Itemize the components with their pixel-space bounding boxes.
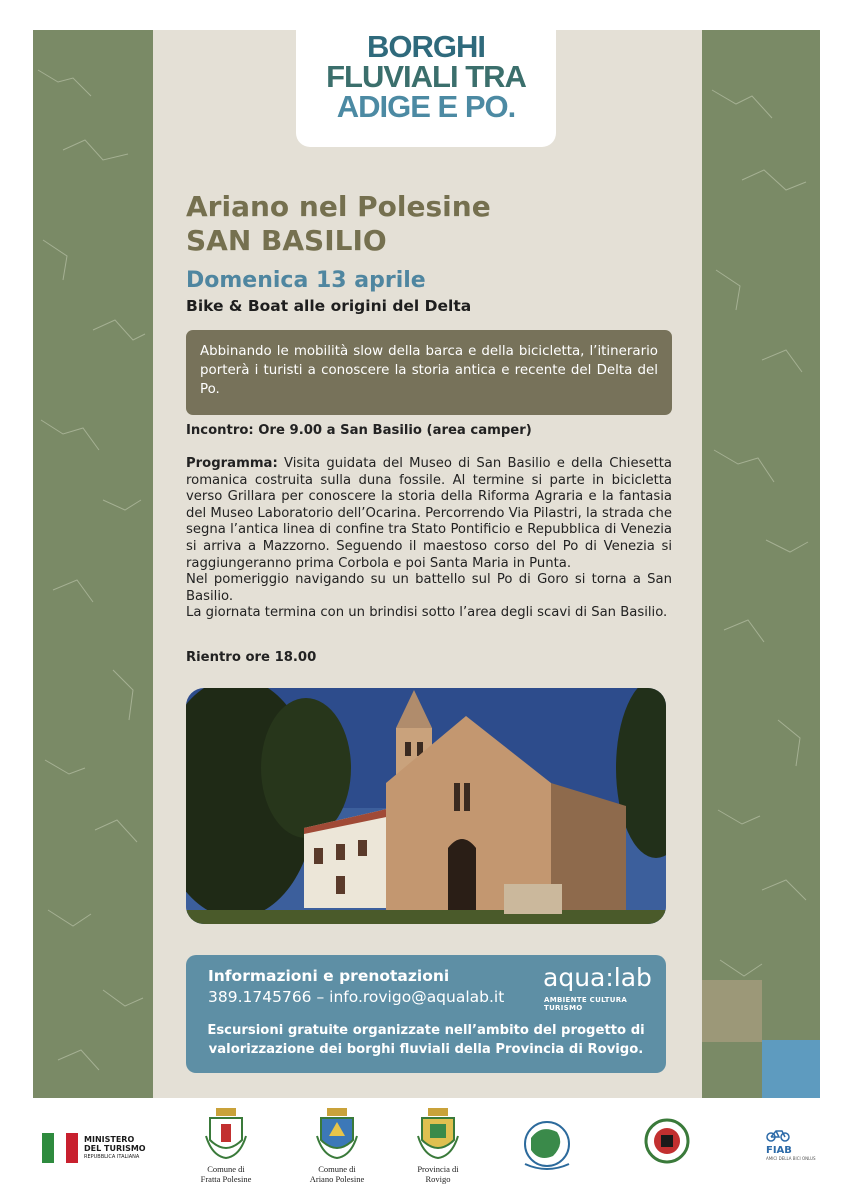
logo-line-2: FLUVIALI TRA — [326, 59, 526, 94]
decor-square-blue — [762, 1040, 820, 1098]
aqualab-logo: aqua:lab — [543, 963, 652, 992]
ariano-crest-icon — [315, 1106, 359, 1160]
intro-box — [186, 330, 672, 415]
provincia-caption-1: Provincia di — [417, 1164, 459, 1174]
provincia-crest-icon — [416, 1106, 460, 1160]
parco-delta-logo — [515, 1116, 579, 1182]
bicycle-icon — [766, 1128, 790, 1142]
closing-text: La giornata termina con un brindisi sotto l’area degli scavi di San Basilio. — [186, 605, 668, 621]
provincia-caption-2: Rovigo — [425, 1174, 451, 1184]
ariano-polesine-logo — [302, 1106, 372, 1184]
logo-line-3: ADIGE E PO. — [336, 89, 516, 124]
page-title-town: Ariano nel Polesine — [186, 190, 491, 223]
fiab-logo — [766, 1128, 816, 1161]
italian-flag-icon — [42, 1133, 78, 1163]
ministero-line-1: MINISTERO — [84, 1135, 135, 1144]
ariano-caption-1: Comune di — [318, 1164, 356, 1174]
fiab-sub: AMICI DELLA BICI ONLUS — [766, 1156, 816, 1161]
project-note: Escursioni gratuite organizzate nell’ambito del progetto di valorizzazione dei borghi fluviali della Provincia di Rovigo. — [207, 1023, 645, 1057]
decor-square-olive — [700, 980, 762, 1042]
church-photo — [186, 688, 666, 924]
ariano-caption-2: Ariano Polesine — [309, 1174, 365, 1184]
project-logo — [296, 30, 556, 147]
ministero-turismo-logo — [84, 1135, 146, 1162]
fiab-name: FIAB — [766, 1145, 792, 1156]
page-title-place: SAN BASILIO — [186, 224, 387, 257]
contact-details[interactable]: 389.1745766 – info.rovigo@aqualab.it — [208, 988, 505, 1006]
right-decor-panel — [702, 30, 820, 1098]
return-time: Rientro ore 18.00 — [186, 650, 317, 665]
meeting-info: Incontro: Ore 9.00 a San Basilio (area camper) — [186, 423, 532, 438]
provincia-rovigo-logo — [406, 1106, 470, 1184]
crackle-texture — [33, 30, 153, 1098]
info-title: Informazioni e prenotazioni — [208, 967, 450, 985]
program-section — [186, 456, 672, 622]
intro-text: Abbinando le mobilità slow della barca e della bicicletta, l’itinerario porterà i turisti a conoscere la storia antica e recente del Delta del Po. — [200, 344, 658, 397]
logo-line-1: BORGHI — [367, 29, 485, 64]
ministero-line-2: DEL TURISMO — [84, 1144, 146, 1153]
afternoon-text: Nel pomeriggio navigando su un battello sul Po di Goro si torna a San Basilio. — [186, 572, 672, 604]
parco-regionale-icon — [517, 1116, 577, 1178]
event-date: Domenica 13 aprile — [186, 268, 426, 293]
crackle-texture — [702, 30, 820, 1098]
ministero-sub: REPUBBLICA ITALIANA — [84, 1154, 140, 1160]
aqualab-tagline: AMBIENTE CULTURA TURISMO — [544, 996, 628, 1012]
fratta-caption-1: Comune di — [207, 1164, 245, 1174]
info-box — [186, 955, 666, 1073]
fratta-polesine-logo — [196, 1106, 256, 1184]
program-text: Visita guidata del Museo di San Basilio e della Chiesetta romanica costruita sulla duna fossile. Al termine si parte in bicicletta verso Grillara per conoscere la storia della Riforma Agraria e la fantasia del Museo Laboratorio dell’Ocarina. Percorrendo Via Pilastri, la strada che segna l’antica linea di confine tra Stato Pontificio e Repubblica di Venezia si arriva a Mazzorno. Seguendo il maestoso corso del Po di Venezia si raggiungeranno prima Corbola e poi Santa Maria in Punta. — [186, 456, 672, 571]
associazione-logo — [642, 1118, 692, 1168]
fratta-caption-2: Fratta Polesine — [200, 1174, 252, 1184]
fratta-crest-icon — [204, 1106, 248, 1160]
partner-logos-footer — [0, 1098, 854, 1200]
program-label: Programma: — [186, 456, 278, 471]
associazione-seal-icon — [644, 1118, 690, 1164]
left-decor-panel — [33, 30, 153, 1098]
event-subtitle: Bike & Boat alle origini del Delta — [186, 297, 472, 315]
